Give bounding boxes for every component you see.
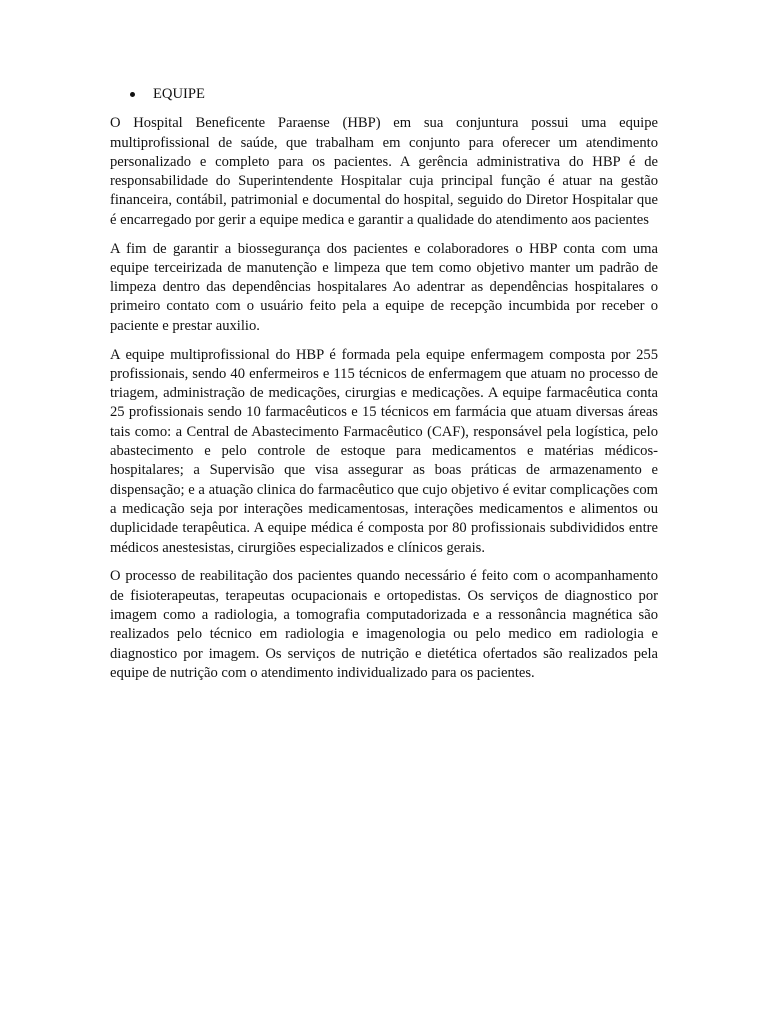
paragraph-intro: O Hospital Beneficente Paraense (HBP) em sua conjuntura possui uma equipe multiprofissional de saúde, que trabalham em conjunto para oferecer um atendimento personalizado e completo para os pacientes. A gerência administrativa do HBP é de responsabilidade do Superintendente Hospitalar cuja principal função é atuar na gestão financeira, contábil, patrimonial e documental do hospital, seguido do Diretor Hospitalar que é encarregado por gerir a equipe medica e garantir a qualidade do atendimento aos pacientes	[110, 115, 658, 228]
document-body	[110, 85, 658, 693]
section-heading	[130, 85, 658, 104]
section-heading-text: EQUIPE	[153, 86, 205, 102]
paragraph-rehabilitation: O processo de reabilitação dos pacientes quando necessário é feito com o acompanhamento de fisioterapeutas, terapeutas ocupacionais e ortopedistas. Os serviços de diagnostico por imagem como a radiologia, a tomografia computadorizada e a ressonância magnética são realizados pelo técnico em radiologia e imagenologia ou pelo medico em radiologia e diagnostico por imagem. Os serviços de nutrição e dietética ofertados são realizados pela equipe de nutrição com o atendimento individualizado para os pacientes.	[110, 568, 658, 681]
bullet-icon	[130, 92, 135, 97]
paragraph-multiprofessional-team: A equipe multiprofissional do HBP é formada pela equipe enfermagem composta por 255 profissionais, sendo 40 enfermeiros e 115 técnicos de enfermagem que atuam no processo de triagem, administração de medicações, cirurgias e medicações. A equipe farmacêutica conta 25 profissionais sendo 10 farmacêuticos e 15 técnicos em farmácia que atuam diversas áreas tais como: a Central de Abastecimento Farmacêutico (CAF), responsável pela logística, pelo abastecimento e pelo controle de estoque para medicamentos e matérias médicos-hospitalares; a Supervisão que visa assegurar as boas práticas de armazenamento e dispensação; e a atuação clinica do farmacêutico que cujo objetivo é evitar complicações com a medicação seja por interações medicamentosas, interações medicamentos e alimentos ou duplicidade terapêutica. A equipe médica é composta por 80 profissionais subdivididos entre médicos anestesistas, cirurgiões especializados e clínicos gerais.	[110, 346, 658, 556]
paragraph-biosafety: A fim de garantir a biossegurança dos pacientes e colaboradores o HBP conta com uma equipe terceirizada de manutenção e limpeza que tem como objetivo manter um padrão de limpeza dentro das dependências hospitalares Ao adentrar as dependências hospitalares o primeiro contato com o usuário feito pela a equipe de recepção incumbida por receber o paciente e prestar auxilio.	[110, 240, 658, 334]
